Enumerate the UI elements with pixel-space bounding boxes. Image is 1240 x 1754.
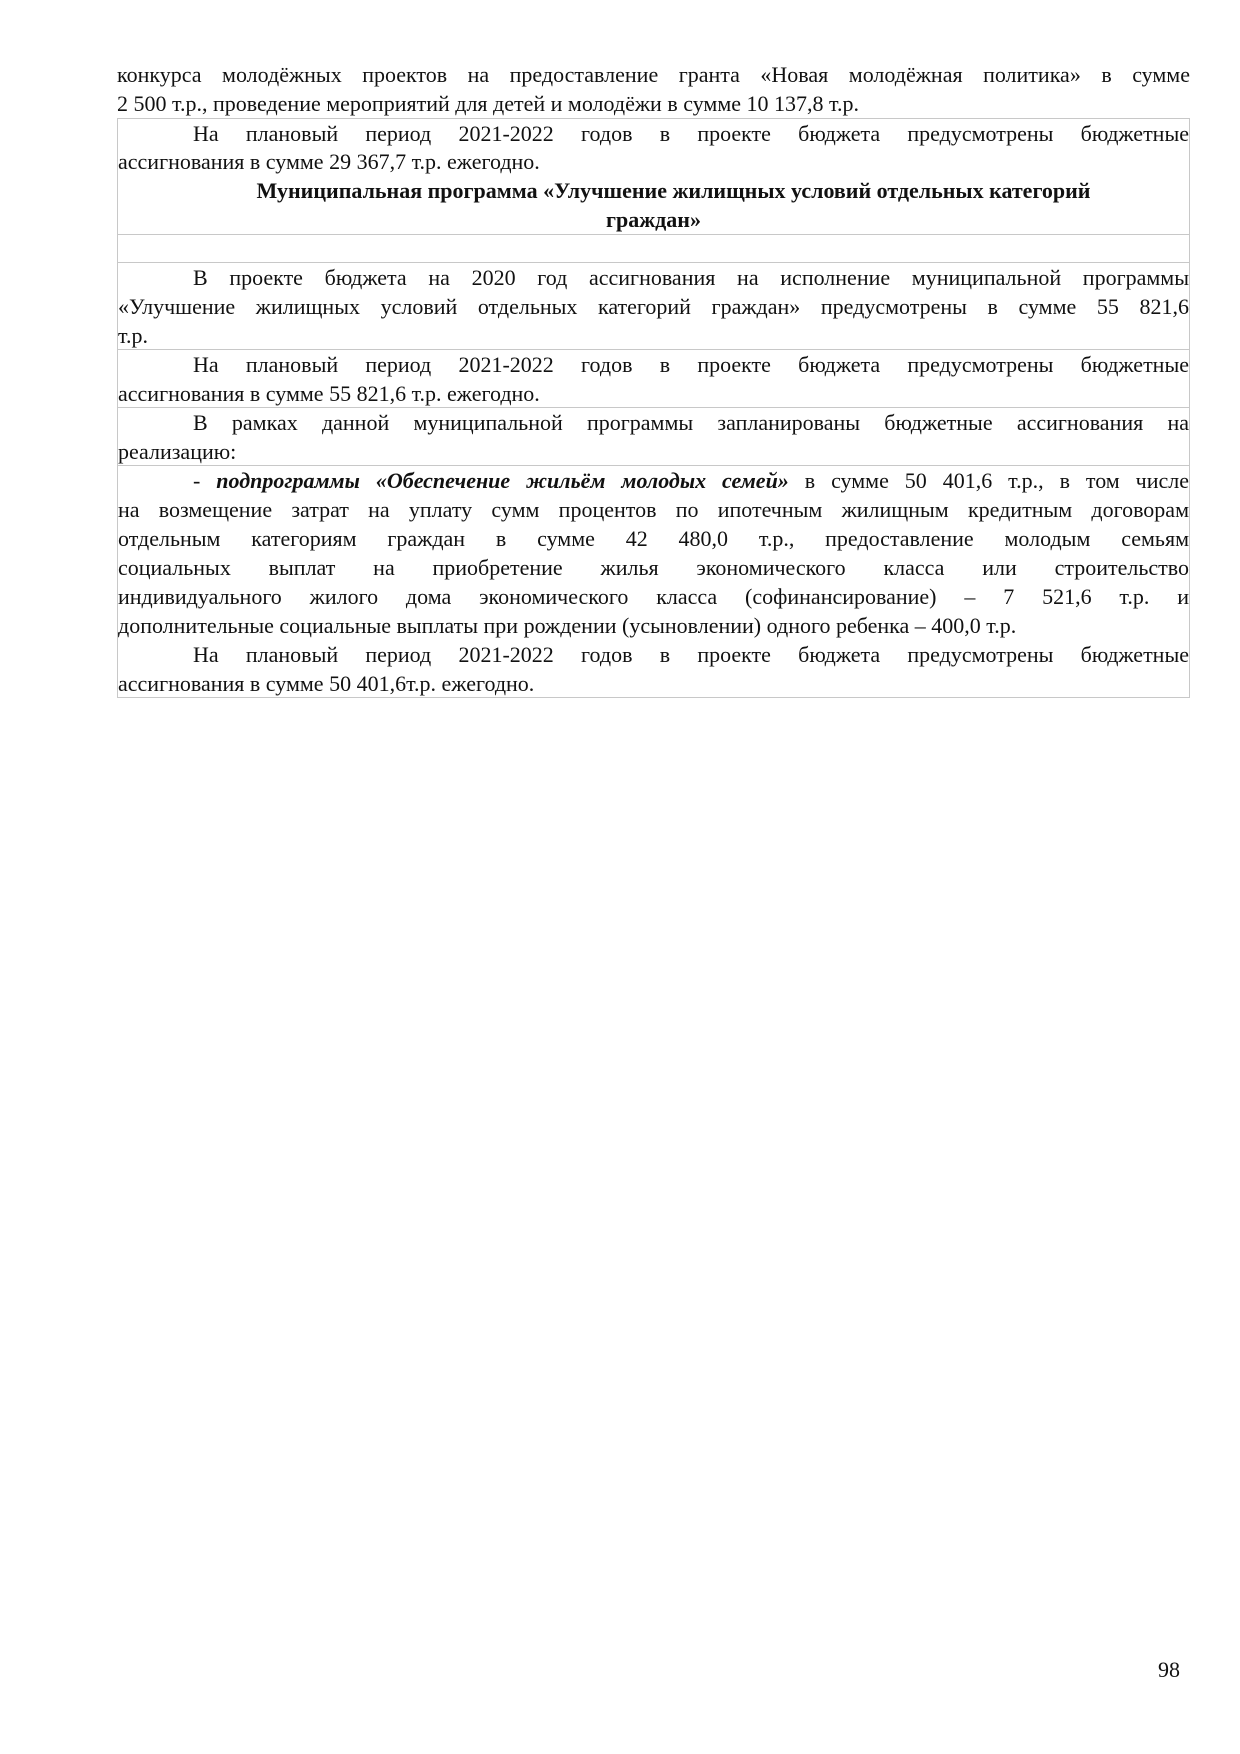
paragraph-text-line: реализацию: [117, 437, 1190, 466]
section-heading: граждан» [117, 205, 1190, 235]
subprogram-line [117, 466, 1190, 495]
paragraph-text-line: дополнительные социальные выплаты при рождении (усыновлении) одного ребенка – 400,0 т.р. [117, 611, 1190, 640]
paragraph-text-line: На плановый период 2021-2022 годов в проекте бюджета предусмотрены бюджетные [117, 118, 1190, 147]
page-number: 98 [1158, 1657, 1180, 1682]
paragraph-text-line: «Улучшение жилищных условий отдельных категорий граждан» предусмотрены в сумме 55 821,6 [118, 294, 1189, 319]
paragraph-text-line: ассигнования в сумме 29 367,7 т.р. ежегодно. [117, 147, 1190, 176]
paragraph-text-line: социальных выплат на приобретение жилья экономического класса или строительство [118, 555, 1189, 580]
subprogram-amount-text: в сумме 50 401,6 т.р., в том числе [788, 468, 1190, 493]
paragraph-text-line: ассигнования в сумме 50 401,6т.р. ежегодно. [117, 669, 1190, 698]
subprogram-name: подпрограммы «Обеспечение жильём молодых семей» [216, 468, 789, 493]
section-heading: Муниципальная программа «Улучшение жилищных условий отдельных категорий [117, 176, 1190, 205]
document-body [117, 60, 1190, 698]
paragraph-text-line: На плановый период 2021-2022 годов в проекте бюджета предусмотрены бюджетные [117, 640, 1190, 669]
paragraph-text-line: индивидуального жилого дома экономического класса (софинансирование) – 7 521,6 т.р. и [118, 584, 1189, 609]
paragraph-text-line: т.р. [117, 321, 1190, 350]
paragraph-text-line: на возмещение затрат на уплату сумм процентов по ипотечным жилищным кредитным договорам [118, 497, 1189, 522]
paragraph-text-line: 2 500 т.р., проведение мероприятий для детей и молодёжи в сумме 10 137,8 т.р. [117, 91, 859, 116]
paragraph-text-line: конкурса молодёжных проектов на предоставление гранта «Новая молодёжная политика» в сумме [117, 62, 1190, 87]
paragraph-text-line: На плановый период 2021-2022 годов в проекте бюджета предусмотрены бюджетные [117, 350, 1190, 379]
paragraph-text-line: В рамках данной муниципальной программы запланированы бюджетные ассигнования на [117, 408, 1190, 437]
paragraph-text-line: ассигнования в сумме 55 821,6 т.р. ежегодно. [117, 379, 1190, 408]
paragraph-text-line: отдельным категориям граждан в сумме 42 480,0 т.р., предоставление молодым семьям [118, 526, 1189, 551]
table-empty-row [117, 235, 1190, 263]
paragraph-text-line: В проекте бюджета на 2020 год ассигнования на исполнение муниципальной программы [117, 263, 1190, 292]
list-dash: - [193, 468, 217, 493]
